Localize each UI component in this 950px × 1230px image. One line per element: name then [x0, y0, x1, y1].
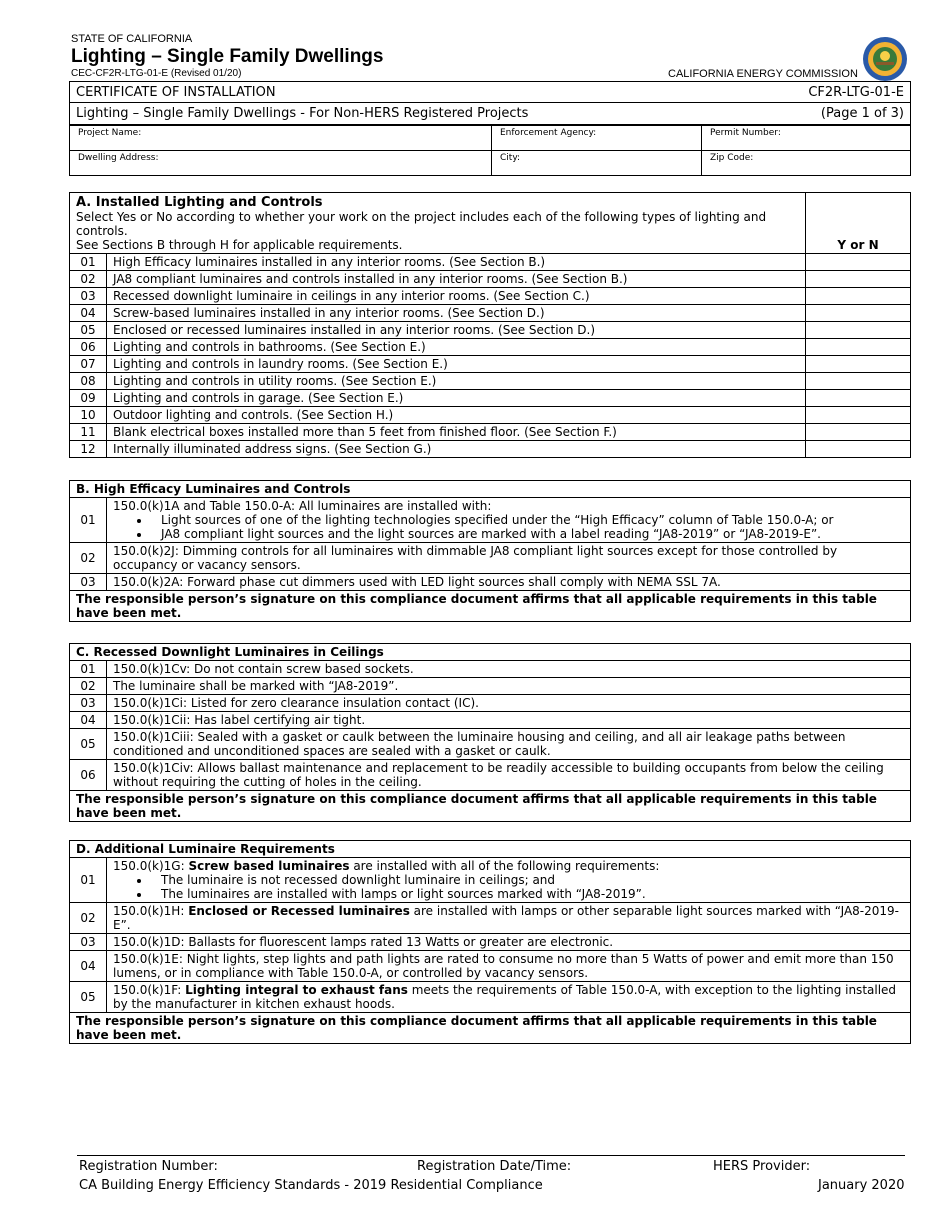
affirmation-text: The responsible person’s signature on this compliance document affirms that all applicable requirements in this table have been met. [70, 1013, 911, 1044]
row-number: 11 [70, 424, 107, 441]
table-row [70, 288, 911, 305]
row-number: 03 [70, 574, 107, 591]
yn-input-cell[interactable] [806, 390, 911, 407]
certificate-code: CF2R-LTG-01-E [808, 84, 904, 100]
affirmation-text: The responsible person’s signature on this compliance document affirms that all applicable requirements in this table have been met. [70, 591, 911, 622]
section-c-title: C. Recessed Downlight Luminaires in Ceilings [70, 644, 911, 661]
requirement-text: 150.0(k)1Ciii: Sealed with a gasket or caulk between the luminaire housing and ceiling, and all air leakage paths between conditioned and unconditioned spaces are sealed with a gasket or caulk. [107, 729, 911, 760]
row-description: Lighting and controls in garage. (See Section E.) [107, 390, 806, 407]
row-description: Screw-based luminaires installed in any interior rooms. (See Section D.) [107, 305, 806, 322]
yn-input-cell[interactable] [806, 339, 911, 356]
state-label: STATE OF CALIFORNIA [71, 33, 193, 45]
yn-input-cell[interactable] [806, 407, 911, 424]
row-description: Lighting and controls in bathrooms. (See Section E.) [107, 339, 806, 356]
table-row [70, 356, 911, 373]
row-number: 02 [70, 271, 107, 288]
row-description: Enclosed or recessed luminaires installed in any interior rooms. (See Section D.) [107, 322, 806, 339]
registration-number-label: Registration Number: [79, 1159, 218, 1174]
table-row [70, 407, 911, 424]
row-number: 01 [70, 858, 107, 903]
row-number: 02 [70, 903, 107, 934]
section-a-table [69, 192, 911, 458]
row-number: 05 [70, 729, 107, 760]
row-number: 06 [70, 760, 107, 791]
table-row [70, 424, 911, 441]
section-a-instruction-2: See Sections B through H for applicable requirements. [76, 238, 403, 252]
table-row [70, 254, 911, 271]
row-number: 03 [70, 934, 107, 951]
yn-input-cell[interactable] [806, 288, 911, 305]
section-d-table [69, 840, 911, 1044]
city-field[interactable]: City: [492, 151, 702, 176]
yn-input-cell[interactable] [806, 373, 911, 390]
requirement-text: 150.0(k)1Ci: Listed for zero clearance insulation contact (IC). [107, 695, 911, 712]
certificate-header [69, 81, 911, 125]
form-subtitle: Lighting – Single Family Dwellings - For Non-HERS Registered Projects [76, 106, 529, 121]
yn-header: Y or N [837, 238, 879, 252]
table-row [70, 661, 911, 678]
row-number: 08 [70, 373, 107, 390]
project-name-field[interactable]: Project Name: [70, 126, 492, 151]
enforcement-agency-field[interactable]: Enforcement Agency: [492, 126, 702, 151]
page-number: (Page 1 of 3) [820, 106, 904, 121]
row-number: 10 [70, 407, 107, 424]
table-row [70, 760, 911, 791]
bullet-item: • Light sources of one of the lighting technologies specified under the “High Efficacy” column of Table 150.0-A; or [151, 513, 904, 527]
table-row [70, 322, 911, 339]
section-a-title: A. Installed Lighting and Controls [76, 195, 323, 210]
section-a-instruction-1: Select Yes or No according to whether your work on the project includes each of the following types of lighting and controls. [76, 210, 767, 238]
table-row [70, 729, 911, 760]
table-row [70, 712, 911, 729]
row-number: 02 [70, 543, 107, 574]
row-description: JA8 compliant luminaires and controls installed in any interior rooms. (See Section B.) [107, 271, 806, 288]
yn-input-cell[interactable] [806, 271, 911, 288]
yn-input-cell[interactable] [806, 254, 911, 271]
bullet-item: • JA8 compliant light sources and the light sources are marked with a label reading “JA8-2019” or “JA8-2019-E”. [151, 527, 904, 541]
requirement-text: 150.0(k)1H: Enclosed or Recessed luminaires are installed with lamps or other separable light sources marked with “JA8-2019-E”. [107, 903, 911, 934]
bullet-item: • The luminaires are installed with lamps or light sources marked with “JA8-2019”. [151, 887, 904, 901]
agency-label: CALIFORNIA ENERGY COMMISSION [668, 68, 858, 80]
form-code: CEC-CF2R-LTG-01-E (Revised 01/20) [71, 68, 242, 79]
registration-date-label: Registration Date/Time: [417, 1159, 572, 1174]
requirement-text: 150.0(k)1A and Table 150.0-A: All luminaires are installed with: [113, 499, 492, 513]
row-number: 03 [70, 288, 107, 305]
table-row [70, 441, 911, 458]
table-row [70, 678, 911, 695]
table-row [70, 695, 911, 712]
row-description: Recessed downlight luminaire in ceilings in any interior rooms. (See Section C.) [107, 288, 806, 305]
row-number: 01 [70, 498, 107, 543]
requirement-text: 150.0(k)1E: Night lights, step lights and path lights are rated to consume no more than 5 Watts of power and emit more than 150 lumens, or in compliance with Table 150.0-A, or controlled by vacancy sensors. [107, 951, 911, 982]
bullet-item: • The luminaire is not recessed downlight luminaire in ceilings; and [151, 873, 904, 887]
row-description: Blank electrical boxes installed more than 5 feet from finished floor. (See Section F.) [107, 424, 806, 441]
yn-input-cell[interactable] [806, 441, 911, 458]
row-number: 04 [70, 951, 107, 982]
page-title: Lighting – Single Family Dwellings [71, 46, 384, 67]
requirement-text: 150.0(k)1Cv: Do not contain screw based sockets. [107, 661, 911, 678]
requirement-text: 150.0(k)1F: Lighting integral to exhaust fans meets the requirements of Table 150.0-A, with exception to the lighting installed by the manufacturer in kitchen exhaust hoods. [107, 982, 911, 1013]
row-number: 04 [70, 712, 107, 729]
table-row [70, 373, 911, 390]
requirement-text: 150.0(k)1Cii: Has label certifying air tight. [107, 712, 911, 729]
row-number: 02 [70, 678, 107, 695]
yn-input-cell[interactable] [806, 305, 911, 322]
yn-input-cell[interactable] [806, 356, 911, 373]
row-number: 01 [70, 254, 107, 271]
yn-input-cell[interactable] [806, 424, 911, 441]
certificate-label: CERTIFICATE OF INSTALLATION [76, 84, 276, 100]
section-d-title: D. Additional Luminaire Requirements [70, 841, 911, 858]
energy-commission-seal-icon [862, 36, 908, 82]
row-description: Lighting and controls in laundry rooms. (See Section E.) [107, 356, 806, 373]
yn-input-cell[interactable] [806, 322, 911, 339]
footer-date: January 2020 [818, 1178, 905, 1193]
table-row [70, 305, 911, 322]
hers-provider-label: HERS Provider: [713, 1159, 811, 1174]
row-description: Lighting and controls in utility rooms. (See Section E.) [107, 373, 806, 390]
requirement-text: 150.0(k)1G: Screw based luminaires are installed with all of the following requirements: [113, 859, 660, 873]
row-number: 12 [70, 441, 107, 458]
table-row [70, 390, 911, 407]
row-description: Internally illuminated address signs. (See Section G.) [107, 441, 806, 458]
row-number: 05 [70, 982, 107, 1013]
row-number: 03 [70, 695, 107, 712]
row-number: 06 [70, 339, 107, 356]
row-number: 05 [70, 322, 107, 339]
row-number: 09 [70, 390, 107, 407]
affirmation-text: The responsible person’s signature on this compliance document affirms that all applicable requirements in this table have been met. [70, 791, 911, 822]
requirement-text: The luminaire shall be marked with “JA8-2019”. [107, 678, 911, 695]
standards-label: CA Building Energy Efficiency Standards - 2019 Residential Compliance [79, 1178, 543, 1193]
requirement-text: 150.0(k)1D: Ballasts for fluorescent lamps rated 13 Watts or greater are electronic. [107, 934, 911, 951]
row-description: High Efficacy luminaires installed in any interior rooms. (See Section B.) [107, 254, 806, 271]
row-number: 07 [70, 356, 107, 373]
requirement-text: 150.0(k)2J: Dimming controls for all luminaires with dimmable JA8 compliant light sources except for those controlled by occupancy or vacancy sensors. [107, 543, 911, 574]
section-b-table [69, 480, 911, 622]
zip-code-field[interactable]: Zip Code: [702, 151, 911, 176]
section-b-title: B. High Efficacy Luminaires and Controls [70, 481, 911, 498]
table-row [70, 271, 911, 288]
row-number: 04 [70, 305, 107, 322]
section-c-table [69, 643, 911, 822]
dwelling-address-field[interactable]: Dwelling Address: [70, 151, 492, 176]
requirement-text: 150.0(k)1Civ: Allows ballast maintenance and replacement to be readily accessible to building occupants from below the ceiling without requiring the cutting of holes in the ceiling. [107, 760, 911, 791]
row-description: Outdoor lighting and controls. (See Section H.) [107, 407, 806, 424]
permit-number-field[interactable]: Permit Number: [702, 126, 911, 151]
requirement-text: 150.0(k)2A: Forward phase cut dimmers used with LED light sources shall comply with NEMA SSL 7A. [107, 574, 911, 591]
row-number: 01 [70, 661, 107, 678]
project-info-table [69, 125, 911, 176]
footer-divider [77, 1155, 905, 1156]
table-row [70, 339, 911, 356]
